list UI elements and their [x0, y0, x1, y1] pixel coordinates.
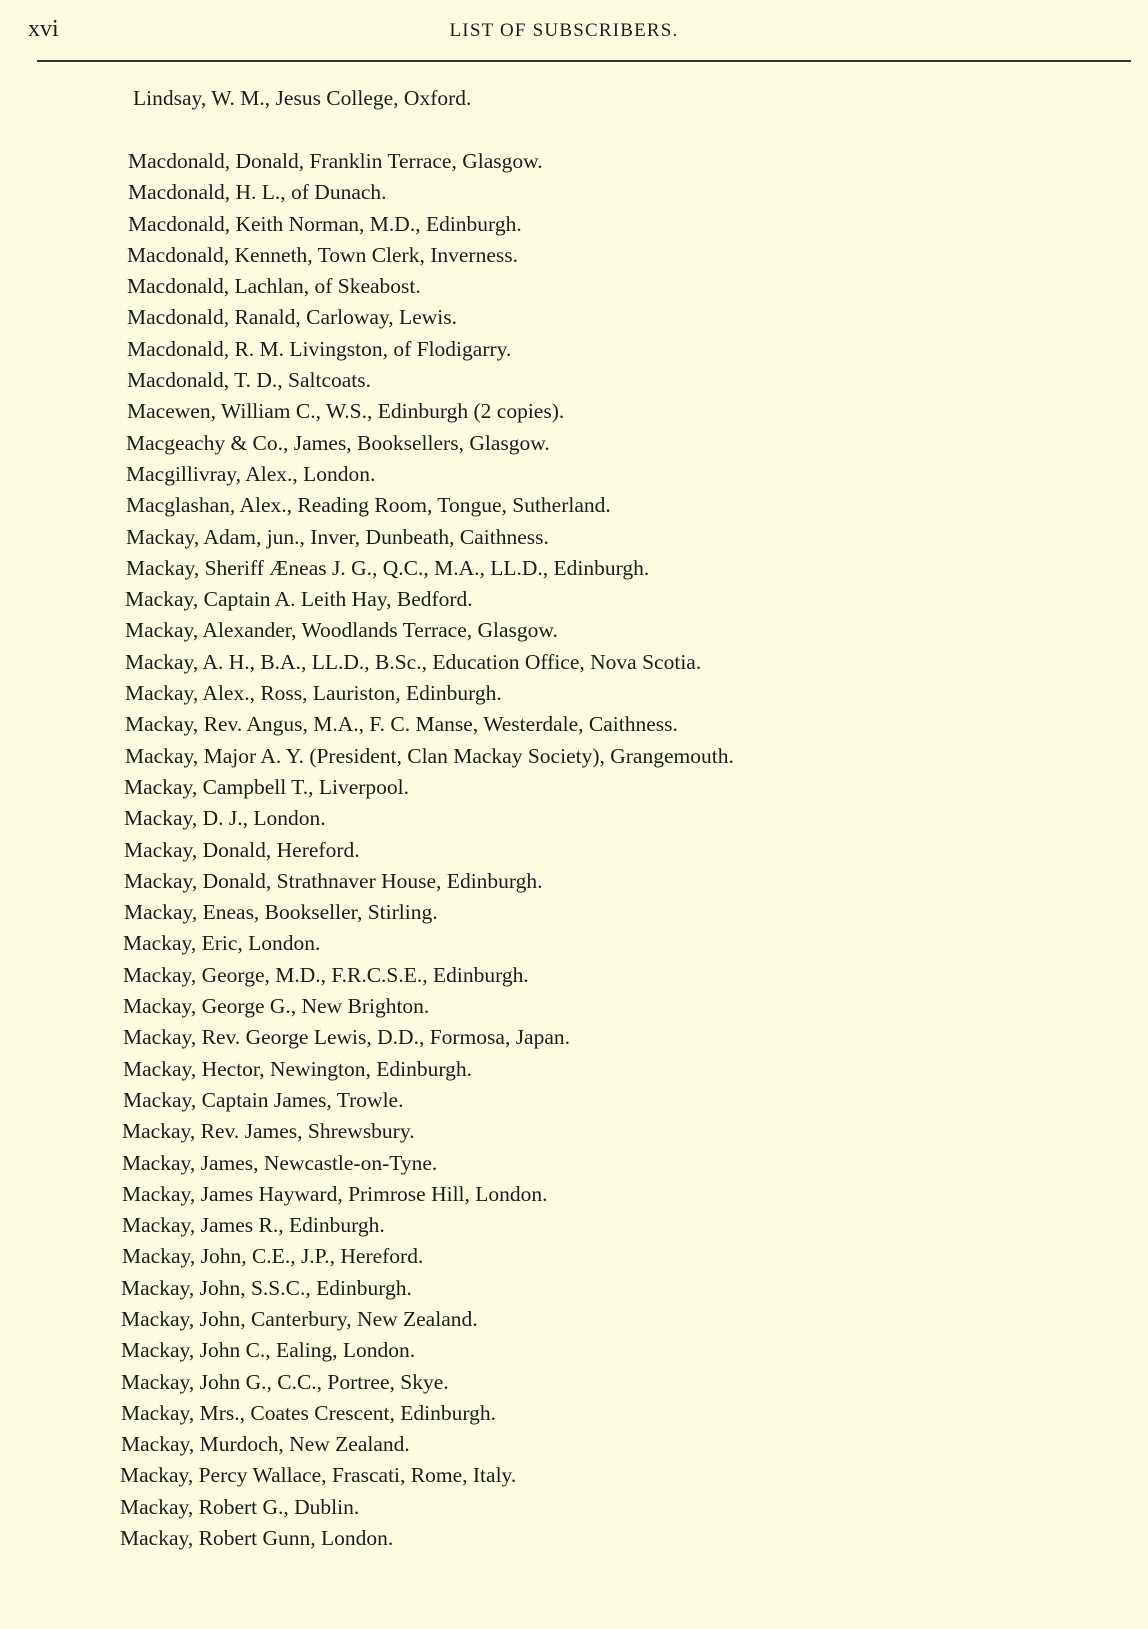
- subscriber-entry: Mackay, Rev. George Lewis, D.D., Formosa, Japan.: [123, 1025, 571, 1050]
- subscriber-entry: Mackay, Campbell T., Liverpool.: [124, 774, 410, 799]
- subscriber-entry: Mackay, Robert Gunn, London.: [120, 1526, 394, 1551]
- subscriber-entry: Macdonald, Ranald, Carloway, Lewis.: [127, 305, 457, 330]
- subscriber-entry: Mackay, Percy Wallace, Frascati, Rome, Italy.: [120, 1463, 517, 1488]
- subscriber-entry: Mackay, James, Newcastle-on-Tyne.: [122, 1150, 438, 1175]
- subscriber-entry: Mackay, Alexander, Woodlands Terrace, Glasgow.: [125, 618, 558, 643]
- page-number: xvi: [28, 16, 59, 42]
- subscriber-entry: Lindsay, W. M., Jesus College, Oxford.: [133, 86, 472, 110]
- subscriber-entry: Mackay, John, Canterbury, New Zealand.: [121, 1306, 478, 1331]
- subscriber-entry: Mackay, John, C.E., J.P., Hereford.: [122, 1244, 424, 1269]
- subscriber-entry: Macdonald, R. M. Livingston, of Flodigarry.: [127, 336, 512, 361]
- subscriber-entry: Mackay, Donald, Strathnaver House, Edinburgh.: [124, 868, 543, 893]
- subscriber-entry: Mackay, James Hayward, Primrose Hill, London.: [122, 1181, 548, 1206]
- subscriber-entry: Mackay, Rev. James, Shrewsbury.: [122, 1119, 415, 1144]
- subscriber-entry: Mackay, D. J., London.: [124, 806, 326, 831]
- subscriber-entry: Macdonald, H. L., of Dunach.: [128, 180, 387, 205]
- running-title: LIST OF SUBSCRIBERS.: [449, 20, 679, 41]
- subscriber-entry: Mackay, Adam, jun., Inver, Dunbeath, Caithness.: [126, 524, 549, 549]
- subscriber-entry: Macdonald, Kenneth, Town Clerk, Inverness.: [127, 242, 518, 267]
- header-rule: [37, 60, 1131, 62]
- subscriber-entry: Mackay, John, S.S.C., Edinburgh.: [121, 1275, 412, 1300]
- subscriber-entry: Mackay, Donald, Hereford.: [124, 837, 360, 862]
- subscriber-entry: Mackay, Captain A. Leith Hay, Bedford.: [125, 587, 473, 612]
- subscriber-entry: Mackay, Murdoch, New Zealand.: [121, 1432, 410, 1457]
- subscriber-entry: Mackay, John C., Ealing, London.: [121, 1338, 416, 1363]
- subscriber-entry: Macgeachy & Co., James, Booksellers, Glasgow.: [126, 430, 550, 455]
- subscriber-entry: Macgillivray, Alex., London.: [126, 461, 376, 486]
- subscriber-entry: Macewen, William C., W.S., Edinburgh (2 copies).: [127, 399, 565, 424]
- subscriber-entry: Mackay, Rev. Angus, M.A., F. C. Manse, Westerdale, Caithness.: [125, 712, 678, 737]
- subscriber-entry: Mackay, Major A. Y. (President, Clan Mackay Society), Grangemouth.: [125, 743, 734, 768]
- subscriber-entry: Mackay, Eric, London.: [123, 931, 321, 956]
- subscriber-entry: Macdonald, T. D., Saltcoats.: [127, 368, 372, 393]
- subscriber-entry: Mackay, George G., New Brighton.: [123, 994, 430, 1019]
- subscriber-entry: Macglashan, Alex., Reading Room, Tongue, Sutherland.: [126, 493, 611, 518]
- subscriber-entry: Macdonald, Donald, Franklin Terrace, Glasgow.: [128, 149, 543, 173]
- subscriber-entry: Mackay, Eneas, Bookseller, Stirling.: [124, 900, 438, 925]
- subscriber-entry: Macdonald, Keith Norman, M.D., Edinburgh.: [128, 211, 522, 236]
- subscriber-entry: Mackay, Mrs., Coates Crescent, Edinburgh.: [121, 1400, 496, 1425]
- subscriber-entry: Mackay, A. H., B.A., LL.D., B.Sc., Education Office, Nova Scotia.: [125, 649, 702, 674]
- subscriber-entry: Mackay, Robert G., Dublin.: [120, 1494, 360, 1519]
- subscriber-entry: Macdonald, Lachlan, of Skeabost.: [127, 274, 421, 299]
- subscriber-entry: Mackay, Captain James, Trowle.: [123, 1087, 404, 1112]
- subscriber-entry: Mackay, Alex., Ross, Lauriston, Edinburgh.: [125, 681, 502, 706]
- subscriber-entry: Mackay, George, M.D., F.R.C.S.E., Edinburgh.: [123, 962, 529, 987]
- subscriber-entry: Mackay, John G., C.C., Portree, Skye.: [121, 1369, 449, 1394]
- subscriber-entry: Mackay, Hector, Newington, Edinburgh.: [123, 1056, 473, 1081]
- subscriber-entry: Mackay, Sheriff Æneas J. G., Q.C., M.A., LL.D., Edinburgh.: [126, 555, 650, 580]
- subscriber-entry: Mackay, James R., Edinburgh.: [122, 1213, 385, 1238]
- subscriber-list: [120, 146, 734, 1554]
